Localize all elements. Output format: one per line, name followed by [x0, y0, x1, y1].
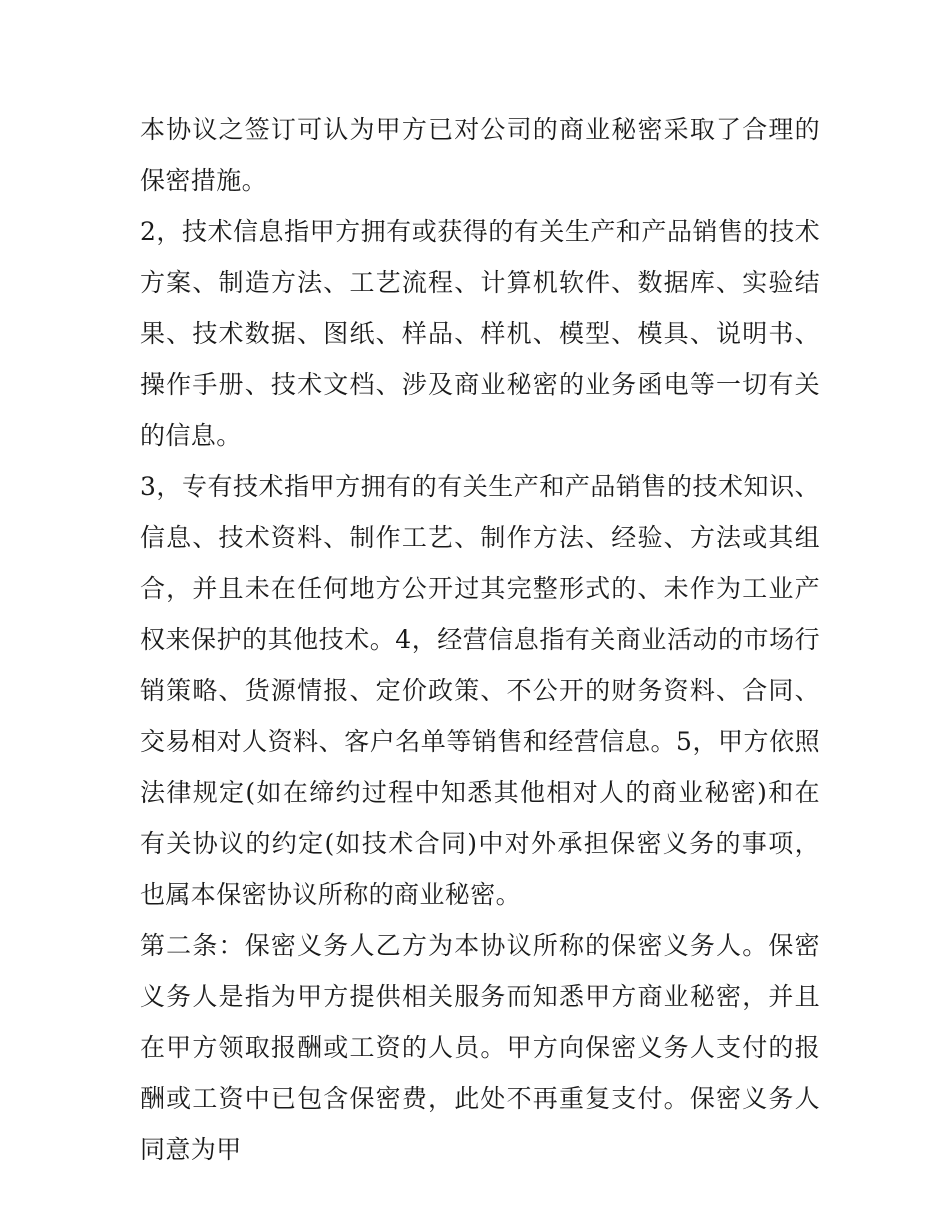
- paragraph-security-measures: 本协议之签订可认为甲方已对公司的商业秘密采取了合理的保密措施。: [140, 115, 820, 195]
- document-body: [140, 104, 820, 1175]
- paragraph-technical-information: 2，技术信息指甲方拥有或获得的有关生产和产品销售的技术方案、制造方法、工艺流程、计算机软件、数据库、实验结果、技术数据、图纸、样品、样机、模型、模具、说明书、操作手册、技术文档、涉及商业秘密的业务函电等一切有关的信息。: [140, 217, 820, 450]
- paragraph-proprietary-technology: 3，专有技术指甲方拥有的有关生产和产品销售的技术知识、信息、技术资料、制作工艺、制作方法、经验、方法或其组合，并且未在任何地方公开过其完整形式的、未作为工业产权来保护的其他技术。4，经营信息指有关商业活动的市场行销策略、货源情报、定价政策、不公开的财务资料、合同、交易相对人资料、客户名单等销售和经营信息。5，甲方依照法律规定(如在缔约过程中知悉其他相对人的商业秘密)和在有关协议的约定(如技术合同)中对外承担保密义务的事项，也属本保密协议所称的商业秘密。: [140, 472, 820, 909]
- paragraph-article-two: 第二条：保密义务人乙方为本协议所称的保密义务人。保密义务人是指为甲方提供相关服务而知悉甲方商业秘密，并且在甲方领取报酬或工资的人员。甲方向保密义务人支付的报酬或工资中已包含保密费，此处不再重复支付。保密义务人同意为甲: [140, 931, 820, 1164]
